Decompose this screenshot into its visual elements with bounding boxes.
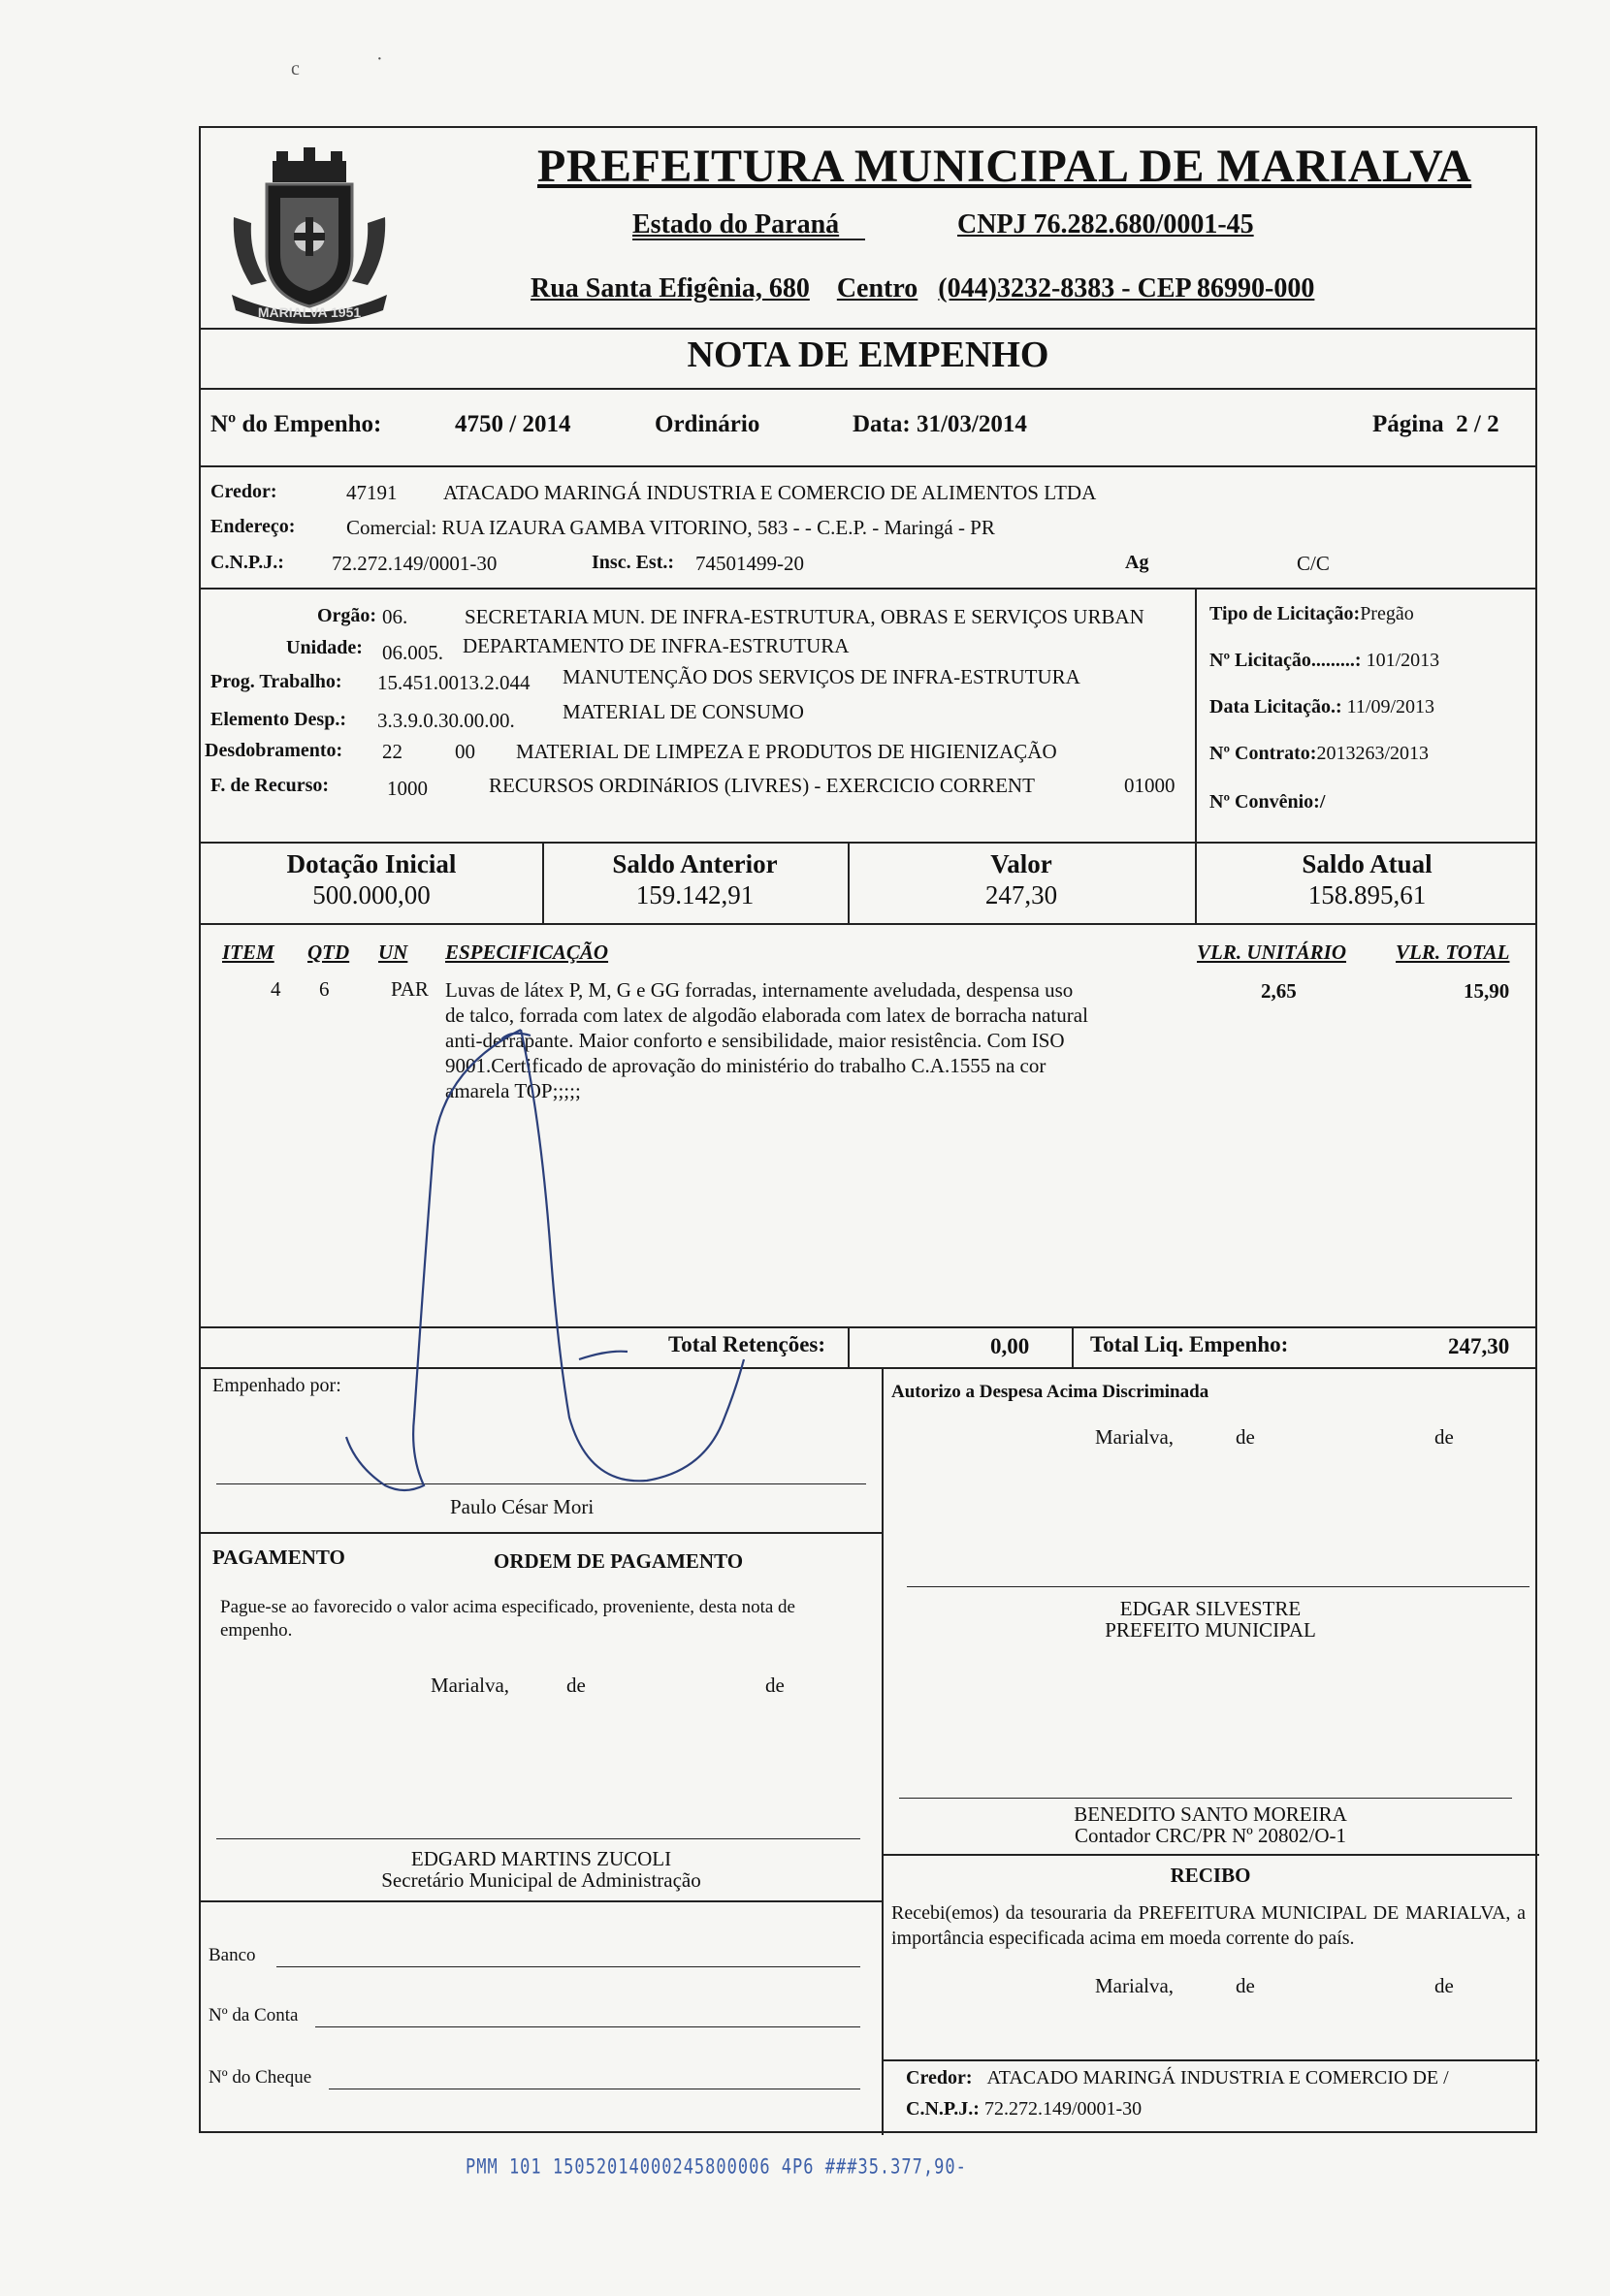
pagamento-city: Marialva, [431,1674,510,1697]
col-spec: ESPECIFICAÇÃO [445,941,609,964]
item-qtd: 6 [319,977,330,1001]
empenho-number: 4750 / 2014 [455,411,571,437]
scan-mark: · [376,48,383,70]
unidade-label: Unidade: [286,637,363,658]
col-qtd: QTD [307,941,350,964]
item-total-value: 15,90 [1464,979,1510,1003]
col-un: UN [378,941,408,964]
elemento-desc: MATERIAL DE CONSUMO [563,700,804,723]
pagamento-title: PAGAMENTO [212,1546,345,1569]
contador-signature: BENEDITO SANTO MOREIRA Contador CRC/PR Nº 20802/O-1 [1074,1802,1347,1847]
licitacao-date: Data Licitação.: 11/09/2013 [1209,696,1435,718]
empenhado-name: Paulo César Mori [450,1495,595,1518]
total-liquido-value: 247,30 [1448,1334,1510,1358]
page-number: Página 2 / 2 [1372,411,1499,437]
autorizo-title: Autorizo a Despesa Acima Discriminada [891,1382,1209,1402]
orgao-code: 06. [382,605,408,628]
recibo-de: de [1434,1974,1454,1997]
pagamento-de: de [566,1674,586,1697]
col-unit-value: VLR. UNITÁRIO [1197,941,1347,964]
desdobramento-label: Desdobramento: [205,740,343,761]
ag-label: Ag [1125,552,1149,573]
item-spec: Luvas de látex P, M, G e GG forradas, internamente aveludada, despensa uso de talco, forrada com latex de algodão elaborada com latex de borracha natural anti-derrapante. Maior conforto e sensibilidade, maior resistência. Com ISO 9001.Certificado de aprovação do ministério do trabalho C.A.1555 na cor amarela TOP;;;;; [445,978,1088,1102]
retencoes-label: Total Retenções: [668,1332,826,1356]
secretario-signature: EDGARD MARTINS ZUCOLI Secretário Municipal de Administração [381,1847,701,1892]
address-label: Endereço: [210,516,296,537]
nota-empenho-form [199,126,1537,2133]
orgao-label: Orgão: [317,605,377,626]
convenio-number: Nº Convênio:/ [1209,791,1326,813]
footer-authentication-code: PMM 101 15052014000245800006 4P6 ###35.377,90- [466,2154,967,2180]
page-title: PREFEITURA MUNICIPAL DE MARIALVA [537,141,1472,192]
desdobramento-b: 00 [455,740,475,763]
dotacao-label: Dotação Inicial [286,849,457,878]
contract-number: Nº Contrato:2013263/2013 [1209,743,1430,764]
insc-label: Insc. Est.: [592,552,675,573]
elemento-label: Elemento Desp.: [210,709,346,730]
state-name: Estado do Paraná [632,209,840,239]
credor-cnpj: 72.272.149/0001-30 [332,552,498,575]
conta-field[interactable]: Nº da Conta [209,2005,299,2025]
valor-value: 247,30 [984,880,1058,909]
saldo-anterior-value: 159.142,91 [635,880,755,909]
recurso-number: 01000 [1124,774,1175,797]
valor-label: Valor [990,849,1052,878]
empenho-type: Ordinário [655,411,760,437]
elemento-code: 3.3.9.0.30.00.00. [377,709,515,732]
prog-code: 15.451.0013.2.044 [377,671,531,694]
credor-address: Comercial: RUA IZAURA GAMBA VITORINO, 583 - - C.E.P. - Maringá - PR [346,516,995,539]
scan-mark: c [291,58,300,80]
pagamento-text: Pague-se ao favorecido o valor acima especificado, proveniente, desta nota de empenho. [220,1597,795,1641]
recurso-desc: RECURSOS ORDINáRIOS (LIVRES) - EXERCICIO CORRENT [489,774,1035,797]
licitacao-number: Nº Licitação.........: 101/2013 [1209,650,1440,671]
prog-desc: MANUTENÇÃO DOS SERVIÇOS DE INFRA-ESTRUTURA [563,665,1080,688]
credor-code: 47191 [346,481,398,504]
recurso-code: 1000 [387,777,428,800]
desdobramento-a: 22 [382,740,402,763]
recurso-label: F. de Recurso: [210,775,330,796]
credor-label: Credor: [210,481,277,502]
cheque-field[interactable]: Nº do Cheque [209,2067,312,2088]
address-line: Rua Santa Efigênia, 680 Centro (044)3232-8383 - CEP 86990-000 [531,273,1315,303]
svg-text:MARIALVA 1951: MARIALVA 1951 [257,304,362,320]
handwritten-signature [201,128,1539,2135]
item-un: PAR [391,977,429,1001]
saldo-anterior-label: Saldo Anterior [612,849,778,878]
item-unit-value: 2,65 [1261,979,1297,1003]
retencoes-value: 0,00 [990,1334,1030,1358]
prog-label: Prog. Trabalho: [210,671,342,692]
unidade-code: 06.005. [382,641,443,664]
empenho-date: Data: 31/03/2014 [853,411,1027,437]
saldo-atual-label: Saldo Atual [1302,849,1433,878]
col-total-value: VLR. TOTAL [1396,941,1510,964]
recibo-de: de [1236,1974,1255,1997]
prefeito-signature: EDGAR SILVESTRE PREFEITO MUNICIPAL [1105,1597,1316,1642]
cnpj-label: C.N.P.J.: [210,552,284,573]
ordem-pagamento-title: ORDEM DE PAGAMENTO [494,1549,744,1573]
empenhado-label: Empenhado por: [212,1375,341,1396]
autorizo-de: de [1236,1425,1255,1449]
credor-insc: 74501499-20 [695,552,804,575]
cc-label: C/C [1297,552,1330,575]
saldo-atual-value: 158.895,61 [1307,880,1427,909]
recibo-credor: Credor: ATACADO MARINGÁ INDUSTRIA E COMERCIO DE / [906,2067,1449,2089]
banco-field[interactable]: Banco [209,1945,256,1965]
dotacao-value: 500.000,00 [312,880,431,909]
document-title: NOTA DE EMPENHO [687,335,1049,375]
empenho-number-label: Nº do Empenho: [210,411,382,437]
pagamento-de: de [765,1674,785,1697]
total-liquido-label: Total Liq. Empenho: [1090,1332,1289,1356]
autorizo-city: Marialva, [1095,1425,1175,1449]
desdobramento-desc: MATERIAL DE LIMPEZA E PRODUTOS DE HIGIENIZAÇÃO [516,740,1057,763]
recibo-text: Recebi(emos) da tesouraria da PREFEITURA MUNICIPAL DE MARIALVA, a importância especificada acima em moeda corrente do país. [891,1902,1526,1949]
credor-name: ATACADO MARINGÁ INDUSTRIA E COMERCIO DE ALIMENTOS LTDA [443,481,1097,504]
item-number: 4 [271,977,281,1001]
autorizo-de: de [1434,1425,1454,1449]
col-item: ITEM [222,941,274,964]
orgao-desc: SECRETARIA MUN. DE INFRA-ESTRUTURA, OBRAS E SERVIÇOS URBAN [465,605,1144,628]
recibo-title: RECIBO [1170,1864,1251,1887]
recibo-cnpj: C.N.P.J.: 72.272.149/0001-30 [906,2098,1143,2120]
licitacao-type: Tipo de Licitação:Pregão [1209,603,1414,624]
cnpj-header: CNPJ 76.282.680/0001-45 [957,209,1254,239]
unidade-desc: DEPARTAMENTO DE INFRA-ESTRUTURA [463,634,850,657]
recibo-city: Marialva, [1095,1974,1175,1997]
